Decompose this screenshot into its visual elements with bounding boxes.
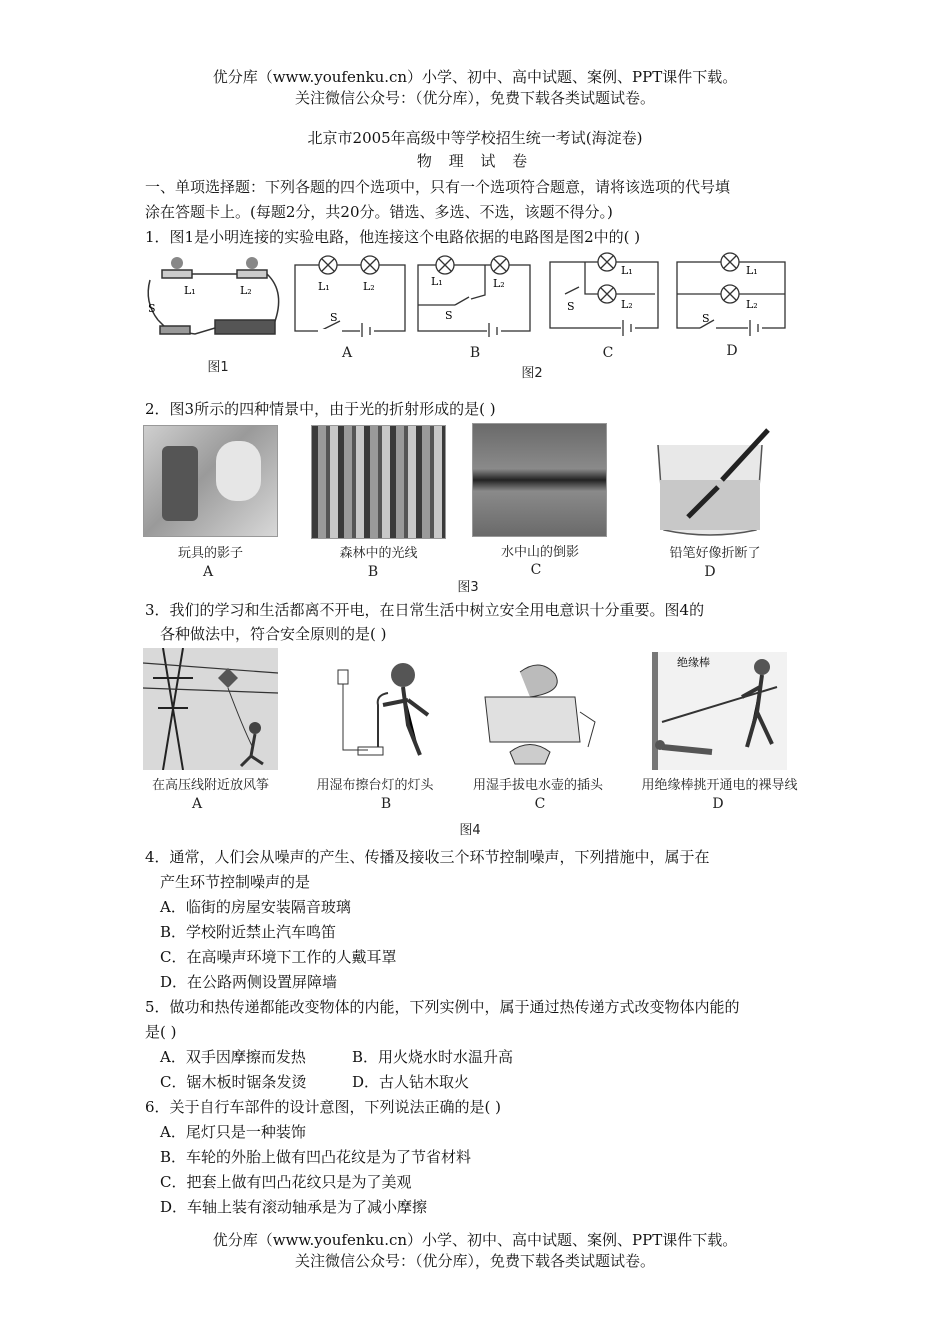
toy-shape [216,441,261,501]
footer-line-2: 关注微信公众号：（优分库），免费下载各类试题试卷。 [294,1252,655,1270]
q5-option-c: C．锯木板时锯条发烫 [160,1073,307,1091]
figure-2-circuit-c [545,252,663,340]
figure-2-option-c: C [602,345,614,361]
section-intro-line-2: 涂在答题卡上。(每题2分，共20分。错选、多选、不选，该题不得分。) [145,203,613,221]
figure-4-caption: 图4 [459,823,481,838]
q4-option-a: A．临街的房屋安装隔音玻璃 [160,898,351,916]
fig2a-s: S [330,311,338,324]
q3-caption-b: 用湿布擦台灯的灯头 [316,778,434,793]
fig2c-l2: L₂ [621,298,633,311]
photo-pencil-in-glass [650,425,770,540]
q2-option-d: D [704,564,716,580]
illustration-wet-hand-kettle-plug [470,652,605,770]
question-4-text-line-2: 产生环节控制噪声的是 [160,873,311,891]
q2-caption-b: 森林中的光线 [339,546,418,561]
photo-mountain-reflection [472,423,607,537]
q2-option-a: A [202,564,214,580]
illustration-wet-cloth-lamp [308,655,443,770]
figure-3-caption: 图3 [457,580,479,595]
insulating-rod-label: 绝缘棒 [677,656,710,669]
question-6-text: 6．关于自行车部件的设计意图，下列说法正确的是( ) [145,1098,502,1116]
exam-subtitle: 物 理 试 卷 [416,152,534,170]
fig2d-l1: L₁ [746,264,758,277]
fig2b-l1: L₁ [431,275,443,288]
photo-forest-light [311,425,446,539]
header-line-1: 优分库（www.youfenku.cn）小学、初中、高中试题、案例、PPT课件下载。 [212,68,738,86]
fig2d-s: S [702,312,710,325]
q3-caption-d: 用绝缘棒挑开通电的裸导线 [641,778,798,793]
fig2d-l2: L₂ [746,298,758,311]
fig2c-l1: L₁ [621,264,633,277]
question-2-text: 2．图3所示的四种情景中，由于光的折射形成的是( ) [145,400,496,418]
toy-shadow-shape [162,446,198,521]
figure-1-caption: 图1 [207,360,229,375]
q6-option-c: C．把套上做有凹凸花纹只是为了美观 [160,1173,412,1191]
fig1-label-s: S [148,302,156,315]
q3-option-d: D [712,796,724,812]
header-line-2: 关注微信公众号：（优分库），免费下载各类试题试卷。 [294,89,655,107]
figure-2-circuit-b [415,255,535,337]
q3-caption-a: 在高压线附近放风筝 [151,778,269,793]
q5-option-b: B．用火烧水时水温升高 [352,1048,514,1066]
q4-option-d: D．在公路两侧设置屏障墙 [160,973,338,991]
figure-2-option-d: D [726,343,738,359]
illustration-kite-near-power-line [143,648,278,770]
figure-2-option-a: A [341,345,353,361]
question-1-text: 1．图1是小明连接的实验电路，他连接这个电路依据的电路图是图2中的( ) [145,228,641,246]
fig1-label-l1: L₁ [184,284,196,297]
figure-2-option-b: B [469,345,481,361]
fig2c-s: S [567,300,575,313]
question-3-text-line-2: 各种做法中，符合安全原则的是( ) [160,625,387,643]
q5-option-a: A．双手因摩擦而发热 [160,1048,306,1066]
q5-option-d: D．古人钻木取火 [352,1073,470,1091]
q2-option-b: B [367,564,379,580]
q2-caption-c: 水中山的倒影 [500,545,579,560]
fig1-label-l2: L₂ [240,284,252,297]
q2-caption-a: 玩具的影子 [177,546,243,561]
q3-caption-c: 用湿手拔电水壶的插头 [472,778,603,793]
photo-toy-shadow [143,425,278,537]
fig2a-l1: L₁ [318,280,330,293]
q3-option-a: A [191,796,203,812]
q3-option-b: B [380,796,392,812]
q6-option-b: B．车轮的外胎上做有凹凸花纹是为了节省材料 [160,1148,472,1166]
figure-1-circuit-photo [140,252,290,344]
fig2b-l2: L₂ [493,277,505,290]
question-4-text-line-1: 4．通常，人们会从噪声的产生、传播及接收三个环节控制噪声，下列措施中，属于在 [145,848,710,866]
exam-title: 北京市2005年高级中等学校招生统一考试(海淀卷) [307,129,643,147]
q4-option-b: B．学校附近禁止汽车鸣笛 [160,923,337,941]
q6-option-a: A．尾灯只是一种装饰 [160,1123,306,1141]
q3-option-c: C [534,796,546,812]
q2-caption-d: 铅笔好像折断了 [669,546,761,561]
question-3-text-line-1: 3．我们的学习和生活都离不开电，在日常生活中树立安全用电意识十分重要。图4的 [145,601,705,619]
question-5-text-line-2: 是( ) [145,1023,177,1041]
figure-2-circuit-d [672,252,790,340]
figure-2-circuit-a [290,255,410,337]
question-5-text-line-1: 5．做功和热传递都能改变物体的内能，下列实例中，属于通过热传递方式改变物体内能的 [145,998,740,1016]
illustration-insulating-rod [652,652,787,770]
q4-option-c: C．在高噪声环境下工作的人戴耳罩 [160,948,397,966]
figure-2-caption: 图2 [521,366,543,381]
q6-option-d: D．车轴上装有滚动轴承是为了减小摩擦 [160,1198,428,1216]
fig2a-l2: L₂ [363,280,375,293]
q2-option-c: C [530,562,542,578]
section-intro-line-1: 一、单项选择题：下列各题的四个选项中，只有一个选项符合题意，请将该选项的代号填 [145,178,731,196]
footer-line-1: 优分库（www.youfenku.cn）小学、初中、高中试题、案例、PPT课件下载。 [212,1231,738,1249]
fig2b-s: S [445,309,453,322]
